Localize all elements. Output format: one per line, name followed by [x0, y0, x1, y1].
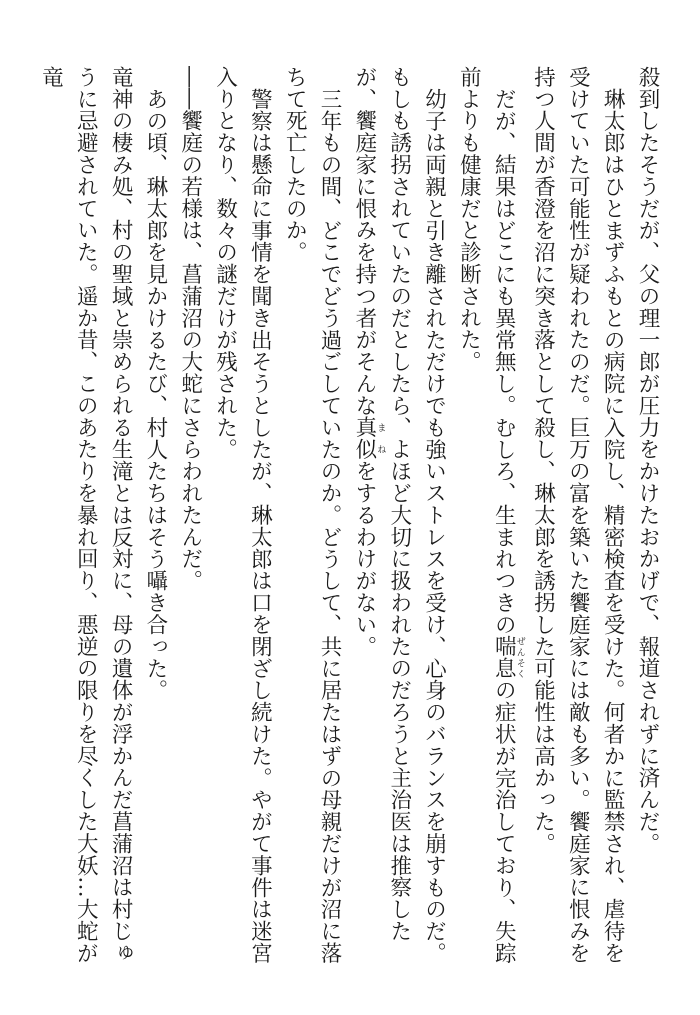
paragraph-4-after: をするわけがない。: [351, 460, 377, 658]
ruby-zensoku: [491, 635, 525, 679]
paragraph-8: あの頃、琳太郎を見かけるたび、村人たちはそう囁き合った。: [142, 87, 168, 701]
ruby-base: 喘息: [491, 635, 517, 679]
paragraph-3: [451, 66, 525, 966]
ruby-reading: ぜんそく: [514, 635, 525, 679]
novel-page: [34, 66, 664, 966]
paragraph-3-before: だが、結果はどこにも異常無し。むしろ、生まれつきの: [491, 87, 517, 635]
ruby-reading: まね: [375, 416, 386, 461]
ruby-mane: [351, 416, 386, 461]
paragraph-4-text: 幼子は両親と引き離されただけでも強いストレスを受け、心身のバランスを崩すものだ。もしも誘拐されていたのだとしたら、よほど大切に扱われたのだろうと主治医は推察したが、饗庭家に恨みを持つ者がそんな: [351, 66, 447, 964]
paragraph-4: [346, 66, 450, 966]
paragraph-1: 殺到したそうだが、父の理一郎が圧力をかけたおかげで、報道されずに済んだ。: [635, 66, 660, 855]
paragraph-3-after: の症状が完治しており、失踪前よりも健康だと診断された。: [456, 66, 517, 964]
paragraph-2: 琳太郎はひとまずふもとの病院に入院し、精密検査を受けた。何者かに監禁され、虐待を受けていた可能性が疑われたのだ。巨万の富を築いた饗庭家には敵も多い。饗庭家に恨みを持つ人間が香澄を沼に突き落として殺し、琳太郎を誘拐した可能性は高かった。: [530, 66, 626, 964]
paragraph-6: 警察は懸命に事情を聞き出そうとしたが、琳太郎は口を閉ざし続けた。やがて事件は迷宮入りとなり、数々の謎だけが残された。: [212, 66, 273, 964]
paragraph-5: 三年もの間、どこでどう過ごしていたのか。どうして、共に居たはずの母親だけが沼に落ちて死亡したのか。: [282, 66, 343, 964]
paragraph-7-dialogue: ――饗庭の若様は、菖蒲沼の大蛇にさらわれたんだ。: [177, 66, 203, 592]
paragraph-9: 竜神の棲み処、村の聖域と崇められる生滝とは反対に、母の遺体が浮かんだ菖蒲沼は村じゅうに忌避されていた。遥か昔、このあたりを暴れ回り、悪逆の限りを尽くした大妖…大蛇が竜: [38, 66, 134, 964]
ruby-base: 真似: [351, 416, 377, 461]
